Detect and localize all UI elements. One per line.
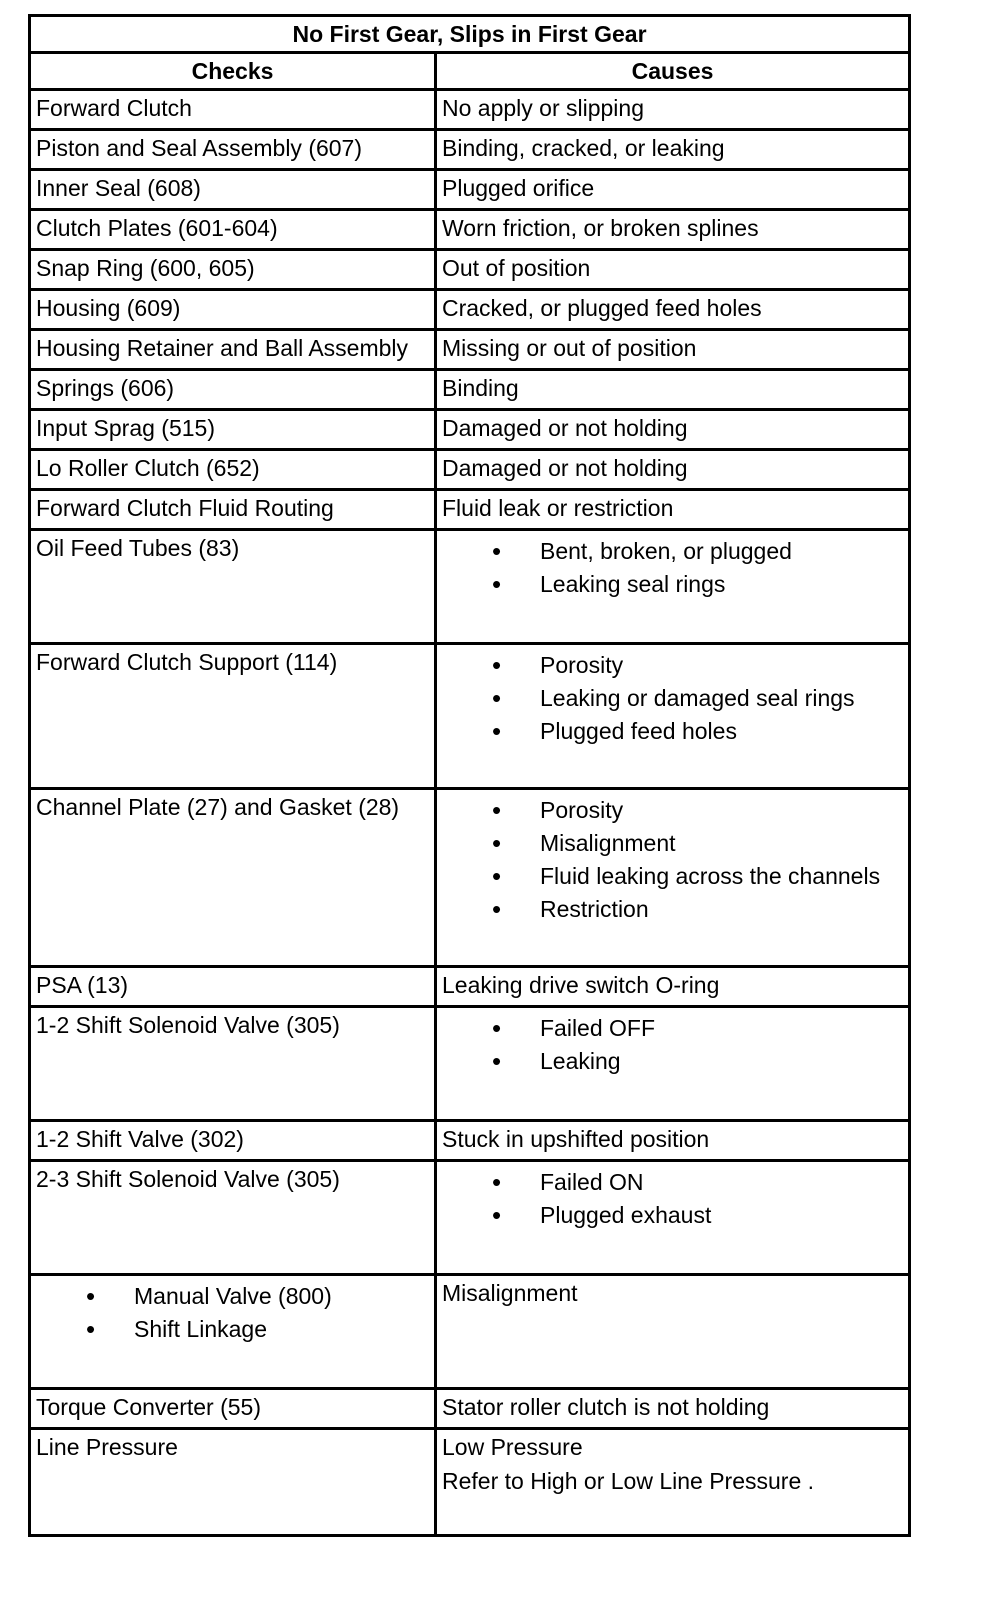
check-text: Housing Retainer and Ball Assembly (36, 335, 409, 361)
table-body (30, 90, 910, 1536)
bullet-item: • Leaking (442, 1045, 908, 1078)
check-text: Springs (606) (36, 375, 175, 401)
check-text: Housing (609) (36, 295, 181, 321)
check-text: Input Sprag (515) (36, 415, 216, 441)
cause-cell (436, 1121, 910, 1161)
check-text: Clutch Plates (601-604) (36, 215, 278, 241)
table-title: No First Gear, Slips in First Gear (30, 16, 910, 53)
checks-header: Checks (30, 53, 436, 90)
cause-cell (436, 330, 910, 370)
table-row (30, 450, 910, 490)
check-text: Forward Clutch Fluid Routing (36, 495, 334, 521)
bullet-item: • Failed OFF (442, 1012, 908, 1045)
check-cell (30, 1389, 436, 1429)
bullet-item: • Fluid leaking across the channels (442, 860, 908, 893)
bullet-item: • Porosity (442, 649, 908, 682)
check-text: Torque Converter (55) (36, 1394, 261, 1420)
cause-cell (436, 290, 910, 330)
bullet-item: • Leaking or damaged seal rings (442, 682, 908, 715)
cause-bullet-list (442, 649, 908, 748)
check-cell (30, 1275, 436, 1389)
bullet-item: • Bent, broken, or plugged (442, 535, 908, 568)
check-cell (30, 410, 436, 450)
check-cell (30, 290, 436, 330)
bullet-item: • Porosity (442, 794, 908, 827)
cause-text: Worn friction, or broken splines (442, 215, 759, 241)
check-cell (30, 210, 436, 250)
check-text: 1-2 Shift Solenoid Valve (305) (36, 1012, 340, 1038)
table-row (30, 90, 910, 130)
check-text: Forward Clutch (36, 95, 192, 121)
table-row (30, 789, 910, 967)
cause-cell (436, 644, 910, 789)
cause-cell (436, 210, 910, 250)
check-cell (30, 967, 436, 1007)
cause-cell (436, 1389, 910, 1429)
cause-cell (436, 370, 910, 410)
cause-bullet-list (442, 535, 908, 601)
cause-cell (436, 450, 910, 490)
cause-text: No apply or slipping (442, 95, 645, 121)
causes-header: Causes (436, 53, 910, 90)
cause-text: Leaking drive switch O-ring (442, 972, 720, 998)
check-text: Inner Seal (608) (36, 175, 201, 201)
check-text: Oil Feed Tubes (83) (36, 535, 240, 561)
cause-text: Out of position (442, 255, 591, 281)
diagnosis-table (28, 14, 911, 1537)
cause-cell (436, 410, 910, 450)
cause-cell (436, 130, 910, 170)
table-row (30, 1007, 910, 1121)
check-text: Snap Ring (600, 605) (36, 255, 255, 281)
check-text: Piston and Seal Assembly (607) (36, 135, 363, 161)
bullet-item: • Leaking seal rings (442, 568, 908, 601)
cause-text: Damaged or not holding (442, 455, 688, 481)
bullet-item: • Plugged feed holes (442, 715, 908, 748)
cause-cell (436, 90, 910, 130)
table-row (30, 410, 910, 450)
table-row (30, 1429, 910, 1536)
check-cell (30, 1161, 436, 1275)
cause-text: Missing or out of position (442, 335, 697, 361)
table-row (30, 290, 910, 330)
table-row (30, 130, 910, 170)
cause-cell (436, 1429, 910, 1536)
cause-line: Refer to High or Low Line Pressure . (442, 1468, 815, 1494)
check-cell (30, 170, 436, 210)
check-text: Lo Roller Clutch (652) (36, 455, 260, 481)
table-row (30, 967, 910, 1007)
cause-bullet-list (442, 1012, 908, 1078)
cause-text: Misalignment (442, 1280, 578, 1306)
bullet-item: • Manual Valve (800) (36, 1280, 434, 1313)
table-row (30, 1121, 910, 1161)
check-cell (30, 644, 436, 789)
check-text: Channel Plate (27) and Gasket (28) (36, 794, 400, 820)
cause-text: Stator roller clutch is not holding (442, 1394, 770, 1420)
cause-cell (436, 530, 910, 644)
cause-cell (436, 1275, 910, 1389)
cause-text: Plugged orifice (442, 175, 595, 201)
cause-cell (436, 1007, 910, 1121)
table-row (30, 644, 910, 789)
cause-text: Binding, cracked, or leaking (442, 135, 725, 161)
cause-cell (436, 967, 910, 1007)
check-cell (30, 130, 436, 170)
check-cell (30, 330, 436, 370)
cause-line: Low Pressure (442, 1434, 583, 1460)
check-cell (30, 1429, 436, 1536)
table-row (30, 1275, 910, 1389)
cause-text: Binding (442, 375, 519, 401)
table-row (30, 250, 910, 290)
check-cell (30, 1007, 436, 1121)
cause-cell (436, 170, 910, 210)
cause-text: Damaged or not holding (442, 415, 688, 441)
table-row (30, 370, 910, 410)
check-cell (30, 530, 436, 644)
cause-text: Cracked, or plugged feed holes (442, 295, 762, 321)
cause-bullet-list (442, 1166, 908, 1232)
check-cell (30, 370, 436, 410)
table-row (30, 330, 910, 370)
table-row (30, 490, 910, 530)
cause-bullet-list (442, 794, 908, 926)
bullet-item: • Shift Linkage (36, 1313, 434, 1346)
check-text: 1-2 Shift Valve (302) (36, 1126, 244, 1152)
cause-cell (436, 1161, 910, 1275)
cause-cell (436, 490, 910, 530)
bullet-item: • Plugged exhaust (442, 1199, 908, 1232)
cause-text: Fluid leak or restriction (442, 495, 674, 521)
check-text: Forward Clutch Support (114) (36, 649, 338, 675)
cause-text: Stuck in upshifted position (442, 1126, 710, 1152)
check-text: PSA (13) (36, 972, 129, 998)
check-cell (30, 1121, 436, 1161)
cause-cell (436, 789, 910, 967)
table-row (30, 1161, 910, 1275)
bullet-item: • Failed ON (442, 1166, 908, 1199)
table-row (30, 1389, 910, 1429)
check-cell (30, 490, 436, 530)
check-cell (30, 250, 436, 290)
check-bullet-list (36, 1280, 434, 1346)
cause-cell (436, 250, 910, 290)
table-row (30, 530, 910, 644)
check-cell (30, 450, 436, 490)
table-row (30, 210, 910, 250)
bullet-item: • Restriction (442, 893, 908, 926)
check-text: 2-3 Shift Solenoid Valve (305) (36, 1166, 340, 1192)
bullet-item: • Misalignment (442, 827, 908, 860)
check-cell (30, 789, 436, 967)
check-text: Line Pressure (36, 1434, 178, 1460)
table-row (30, 170, 910, 210)
check-cell (30, 90, 436, 130)
